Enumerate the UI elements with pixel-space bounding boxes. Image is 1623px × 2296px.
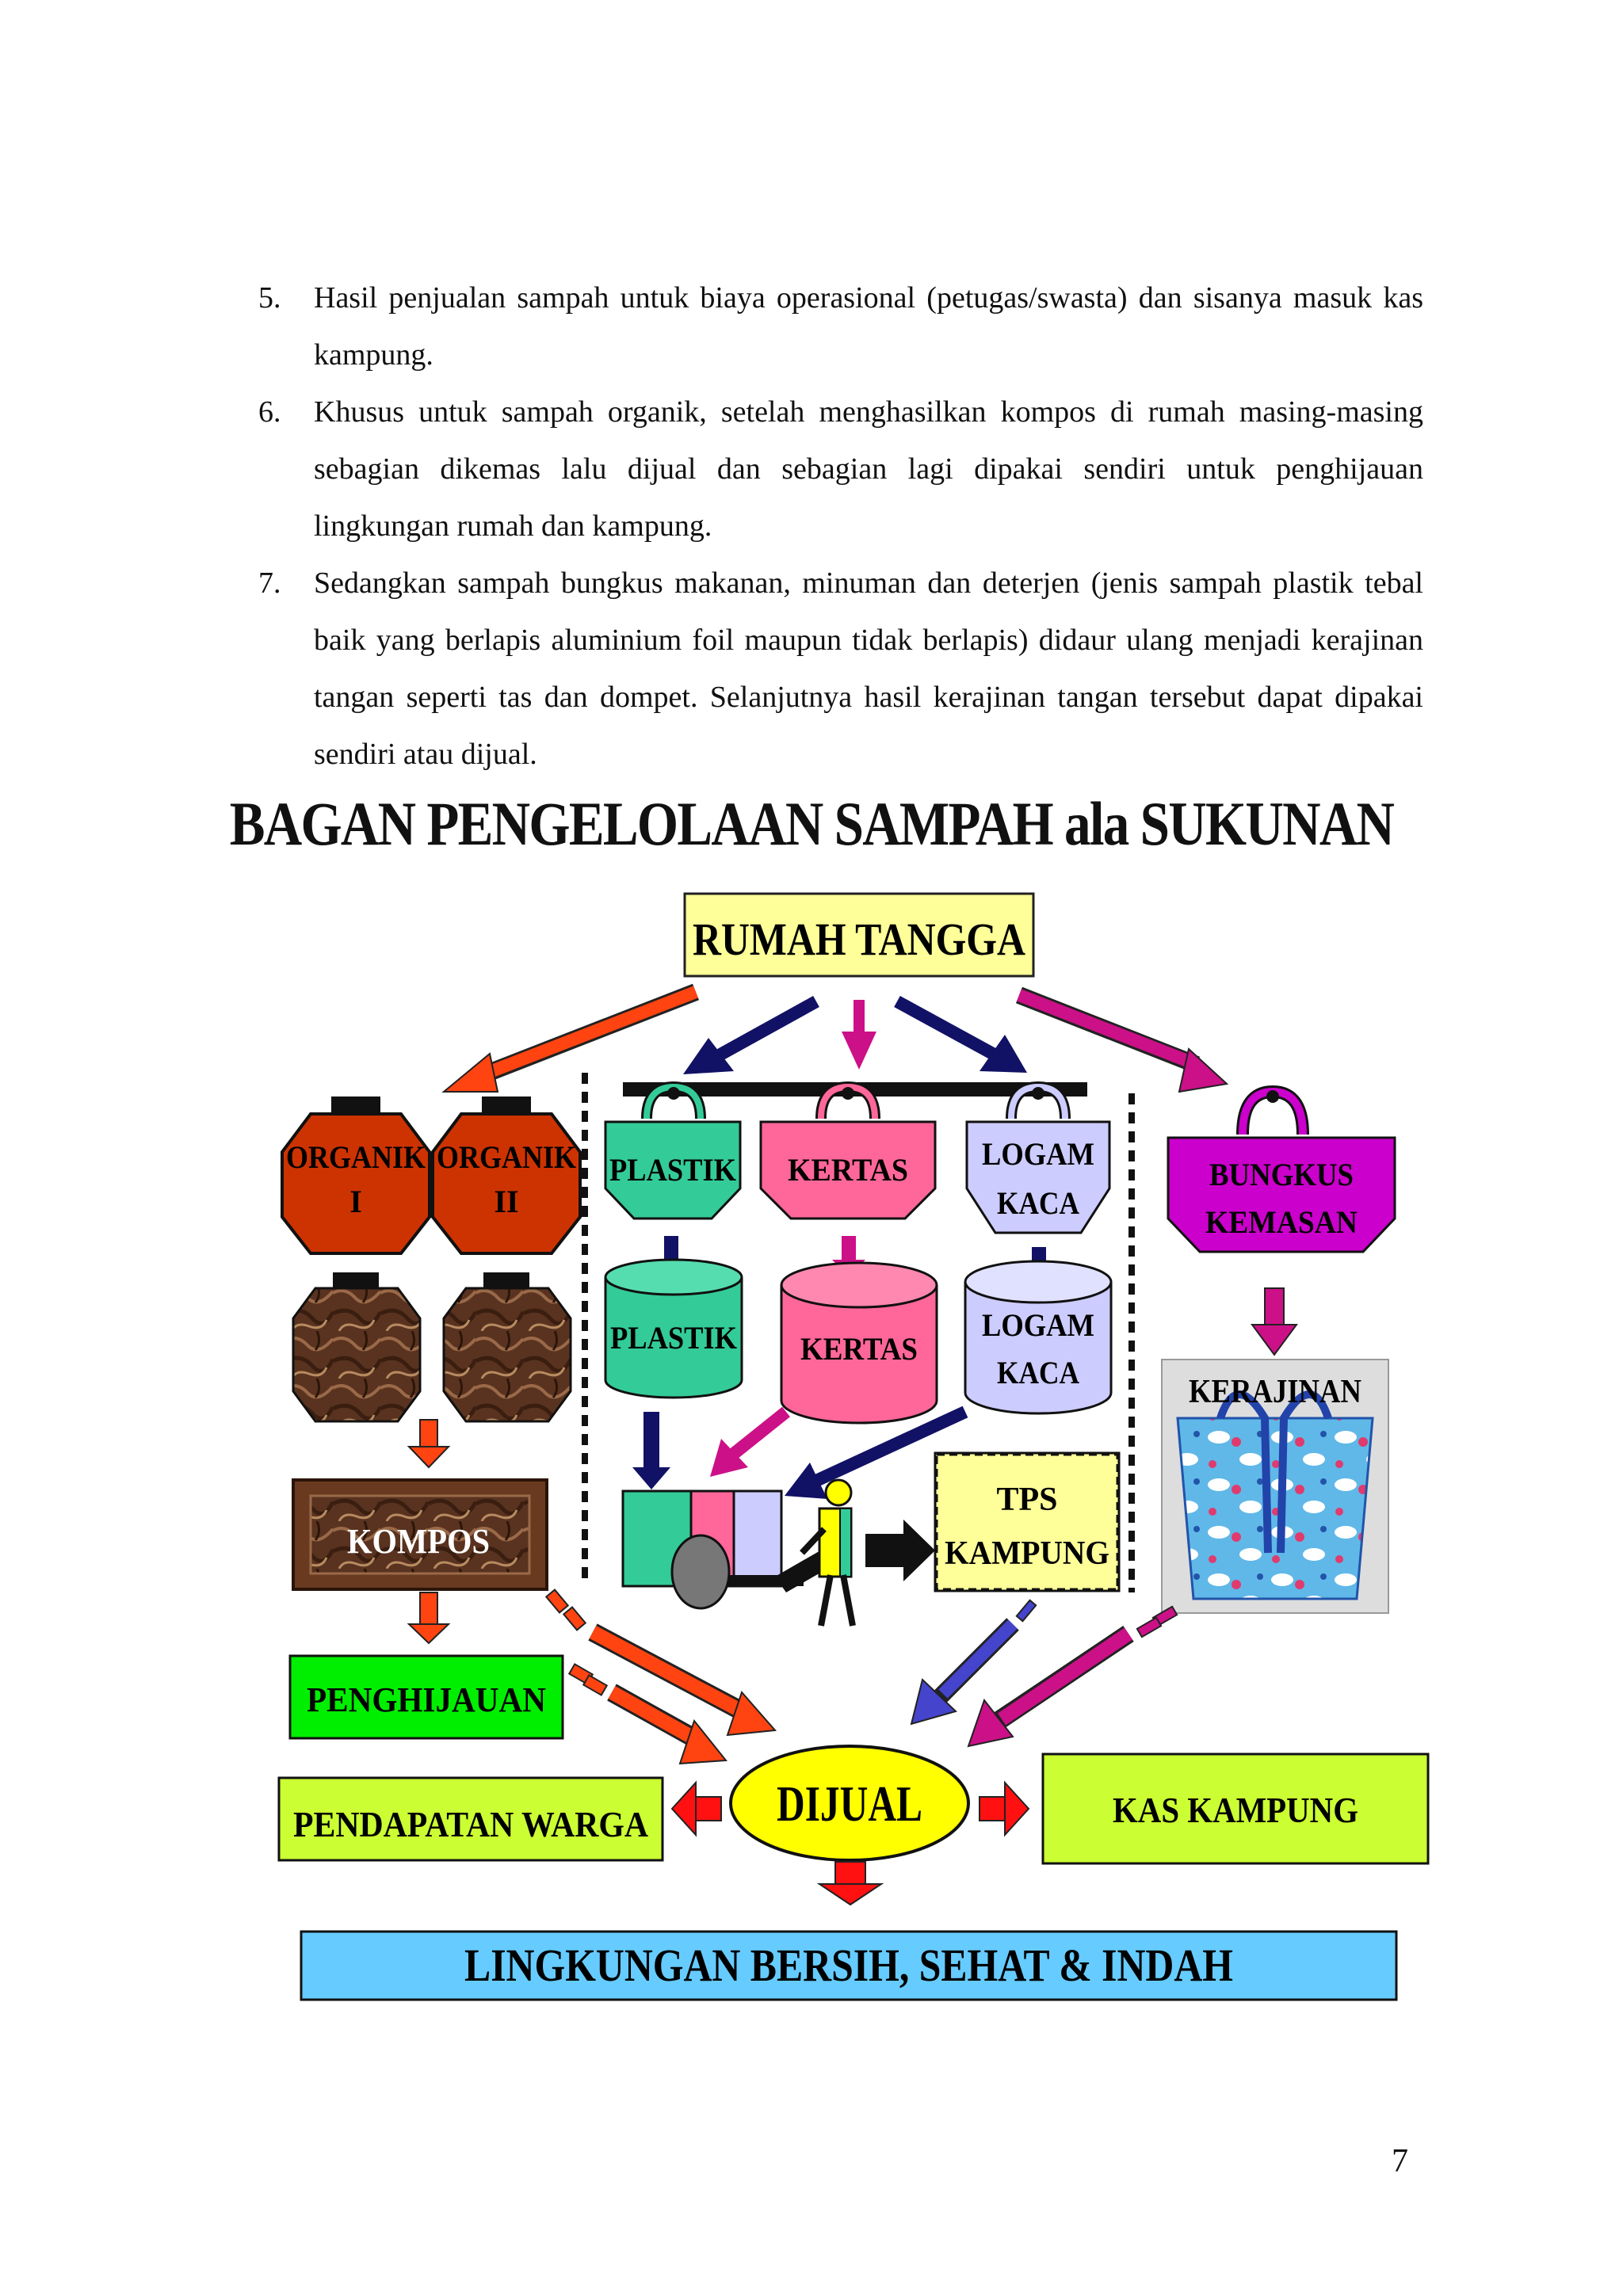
arrow bbox=[865, 1520, 935, 1581]
worker-icon bbox=[802, 1480, 853, 1626]
logam-bin-label: LOGAM bbox=[982, 1307, 1094, 1343]
organik-number: II bbox=[494, 1184, 519, 1219]
organik-bin bbox=[433, 1097, 580, 1253]
arrow bbox=[409, 1592, 449, 1643]
kaca-label: KACA bbox=[997, 1185, 1080, 1221]
kampung-label: KAMPUNG bbox=[945, 1535, 1109, 1572]
arrow bbox=[819, 1862, 881, 1905]
compost-bin bbox=[444, 1272, 571, 1421]
kemasan-label: KEMASAN bbox=[1205, 1204, 1358, 1240]
list-number: 6. bbox=[258, 395, 281, 429]
kertas-label: KERTAS bbox=[788, 1152, 908, 1188]
pendapatan-label: PENDAPATAN WARGA bbox=[293, 1804, 648, 1844]
list-text: Khusus untuk sampah organik, setelah menghasilkan kompos di rumah masing-masing sebagian dikemas lalu dijual dan sebagian lagi dipakai sendiri untuk penghijauan lingkungan rumah dan kampung. bbox=[314, 395, 1423, 543]
kertas-bin-label: KERTAS bbox=[800, 1331, 918, 1367]
lingkungan-box bbox=[301, 1932, 1396, 2000]
bungkus-kemasan-bag bbox=[1168, 1090, 1395, 1252]
arrow bbox=[444, 992, 696, 1092]
kas-kampung-box bbox=[1043, 1754, 1428, 1863]
arrow bbox=[842, 1000, 876, 1070]
arrow bbox=[632, 1412, 670, 1489]
arrow bbox=[980, 1783, 1029, 1835]
list-text: Hasil penjualan sampah untuk biaya operasional (petugas/swasta) dan sisanya masuk kas kampung. bbox=[314, 281, 1423, 372]
penghijauan-box bbox=[290, 1656, 563, 1738]
kertas-bin bbox=[781, 1263, 937, 1423]
page-number: 7 bbox=[1392, 2143, 1408, 2180]
kerajinan-photo bbox=[1162, 1360, 1388, 1613]
arrow bbox=[1019, 995, 1227, 1092]
kaca-bin-label: KACA bbox=[997, 1355, 1080, 1390]
arrow bbox=[409, 1420, 449, 1467]
logam-kaca-bag bbox=[967, 1087, 1109, 1233]
arrow bbox=[672, 1783, 721, 1835]
tps-label: TPS bbox=[996, 1482, 1058, 1518]
plastik-bin-label: PLASTIK bbox=[610, 1320, 737, 1356]
logam-label: LOGAM bbox=[982, 1136, 1094, 1172]
kompos-box bbox=[293, 1480, 547, 1589]
bungkus-label: BUNGKUS bbox=[1209, 1157, 1354, 1192]
plastik-bag bbox=[605, 1087, 740, 1219]
kertas-bag bbox=[761, 1087, 935, 1219]
list-number: 5. bbox=[258, 281, 281, 315]
plastik-bin bbox=[605, 1260, 742, 1398]
logam-kaca-bin bbox=[965, 1261, 1111, 1413]
kompos-label: KOMPOS bbox=[347, 1522, 490, 1561]
kerajinan-label: KERAJINAN bbox=[1189, 1374, 1361, 1410]
arrow bbox=[710, 1412, 786, 1477]
compost-bin bbox=[293, 1272, 420, 1421]
list-text: Sedangkan sampah bungkus makanan, minuman dan deterjen (jenis sampah plastik tebal baik yang berlapis aluminium foil maupun tidak berlapis) didaur ulang menjadi kerajinan tangan seperti tas dan dompet. Selanjutnya hasil kerajinan tangan tersebut dapat dipakai sendiri atau dijual. bbox=[314, 566, 1423, 771]
organik-number: I bbox=[349, 1184, 362, 1219]
rumah-tangga-label: RUMAH TANGGA bbox=[693, 913, 1026, 965]
penghijauan-label: PENGHIJAUAN bbox=[307, 1680, 547, 1719]
plastik-label: PLASTIK bbox=[609, 1152, 736, 1188]
arrow bbox=[683, 1001, 816, 1074]
rumah-tangga-box bbox=[685, 894, 1033, 976]
arrow bbox=[1252, 1288, 1296, 1355]
lingkungan-label: LINGKUNGAN BERSIH, SEHAT & INDAH bbox=[464, 1939, 1233, 1991]
pendapatan-box bbox=[279, 1778, 663, 1860]
organik-bin bbox=[282, 1097, 430, 1253]
list-number: 7. bbox=[258, 566, 281, 600]
organik-label: ORGANIK bbox=[286, 1139, 426, 1175]
arrow bbox=[897, 1001, 1027, 1073]
organik-label: ORGANIK bbox=[437, 1139, 576, 1175]
dijual-ellipse bbox=[731, 1746, 968, 1860]
dijual-label: DIJUAL bbox=[777, 1775, 922, 1832]
kas-kampung-label: KAS KAMPUNG bbox=[1113, 1790, 1358, 1830]
diagram-title: BAGAN PENGELOLAAN SAMPAH ala SUKUNAN bbox=[229, 789, 1394, 858]
arrow bbox=[569, 1664, 726, 1764]
tps-kampung-box bbox=[935, 1453, 1119, 1591]
